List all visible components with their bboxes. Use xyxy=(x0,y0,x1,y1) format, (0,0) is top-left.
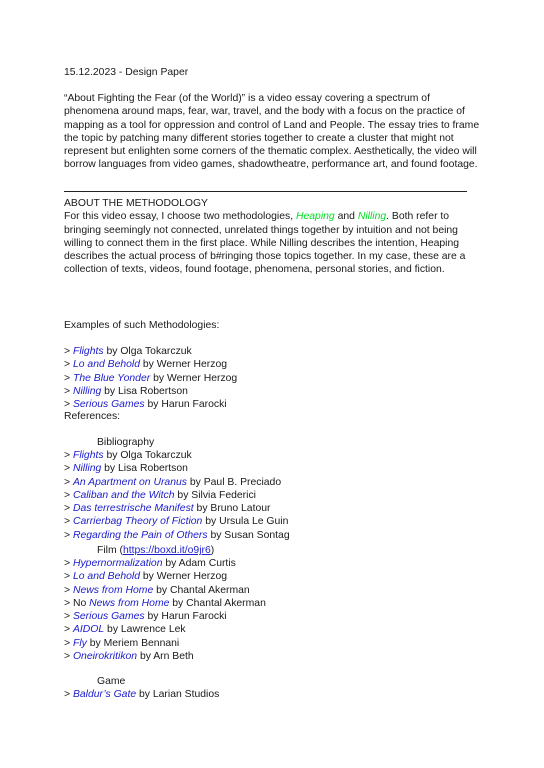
work-title-link[interactable]: Serious Games xyxy=(72,611,145,623)
work-title-link[interactable]: AIDOL xyxy=(72,624,105,636)
list-item xyxy=(64,637,484,650)
bibliography-heading: Bibliography xyxy=(97,437,155,448)
methodology-text-end: . Both refer to bringing seemingly not connected, unrelated things together by intuition and not being willing to connect them in the first place. While Nilling describes the intention, Heaping describes the actual process of b#ringing those topics together. In my case, these are a collection of texts, videos, found footage, phenomena, personal stories, and fiction. xyxy=(64,211,466,276)
methodology-section xyxy=(64,197,484,277)
examples-list xyxy=(64,345,484,411)
work-author: by Susan Sontag xyxy=(207,529,290,541)
list-item xyxy=(64,345,484,358)
work-title-link[interactable]: Lo and Behold xyxy=(72,359,140,371)
list-item-prefix: > No xyxy=(64,597,90,609)
list-item-prefix: > xyxy=(64,624,73,636)
horizontal-divider xyxy=(64,191,467,192)
list-item xyxy=(64,584,484,597)
work-author: by Silvia Federici xyxy=(174,489,256,501)
list-item-prefix: > xyxy=(64,359,73,371)
work-title-link[interactable]: Flights xyxy=(72,450,104,461)
work-author: by Olga Tokarczuk xyxy=(103,346,192,357)
work-author: by Ursula Le Guin xyxy=(202,516,289,528)
list-item xyxy=(64,570,484,583)
list-item-prefix: > xyxy=(64,346,73,357)
film-heading-label: Film ( xyxy=(97,545,123,556)
work-title-link[interactable]: Serious Games xyxy=(72,399,145,411)
work-title-link[interactable]: News from Home xyxy=(89,597,170,609)
methodology-paragraph xyxy=(64,210,484,276)
work-author: by Paul B. Preciado xyxy=(186,476,282,488)
work-author: by Chantal Akerman xyxy=(153,584,250,596)
list-item-prefix: > xyxy=(64,372,73,384)
list-item xyxy=(64,385,484,398)
list-item xyxy=(64,610,484,623)
work-author: by Lawrence Lek xyxy=(104,624,186,636)
game-list xyxy=(64,688,484,701)
film-heading xyxy=(64,544,517,557)
list-item-prefix: > xyxy=(64,450,73,461)
intro-paragraph: “About Fighting the Fear (of the World)” is a video essay covering a spectrum of phenomena around maps, fear, war, travel, and the body with a focus on the practice of mapping as a tool for oppression and control of Land and People. The essay tries to frame the topic by patching many different stories together to create a cluster that might not represent but enlighten some corners of the thematic complex. Aesthetically, the video will borrow languages from video games, shadowtheatre, performance art, and found footage. xyxy=(64,93,480,171)
list-item-prefix: > xyxy=(64,503,73,515)
list-item-prefix: > xyxy=(64,489,73,501)
work-author: by Harun Farocki xyxy=(144,399,227,411)
list-item xyxy=(64,358,484,371)
list-item-prefix: > xyxy=(64,558,73,569)
film-list-link[interactable]: https://boxd.it/o9jr6 xyxy=(122,545,211,556)
list-item-prefix: > xyxy=(64,399,73,411)
list-item xyxy=(64,462,484,475)
list-item xyxy=(64,515,484,528)
list-item xyxy=(64,529,484,542)
methodology-text-start: For this video essay, I choose two methodologies, xyxy=(64,211,296,223)
list-item xyxy=(64,650,484,663)
list-item xyxy=(64,688,484,701)
methodology-heading: ABOUT THE METHODOLOGY xyxy=(64,198,208,209)
work-author: by Larian Studios xyxy=(136,689,220,700)
film-heading-close: ) xyxy=(210,545,215,556)
work-title-link[interactable]: Baldur’s Gate xyxy=(72,689,137,700)
list-item xyxy=(64,623,484,636)
list-item-prefix: > xyxy=(64,571,73,583)
work-title-link[interactable]: Lo and Behold xyxy=(72,571,140,583)
list-item-prefix: > xyxy=(64,476,73,488)
heaping-term: Heaping xyxy=(295,211,335,223)
list-item xyxy=(64,372,484,385)
work-title-link[interactable]: Fly xyxy=(72,637,87,649)
work-author: by Bruno Latour xyxy=(193,503,271,515)
work-title-link[interactable]: Regarding the Pain of Others xyxy=(72,529,208,541)
work-author: by Olga Tokarczuk xyxy=(103,450,192,461)
list-item xyxy=(64,597,484,610)
work-title-link[interactable]: The Blue Yonder xyxy=(72,372,151,384)
bibliography-list xyxy=(64,449,484,542)
list-item-prefix: > xyxy=(64,611,73,623)
list-item xyxy=(64,476,484,489)
work-title-link[interactable]: An Apartment on Uranus xyxy=(72,476,187,488)
examples-label: Examples of such Methodologies: xyxy=(64,320,220,331)
list-item-prefix: > xyxy=(64,516,73,528)
work-title-link[interactable]: Nilling xyxy=(72,385,102,397)
list-item xyxy=(64,489,484,502)
work-author: by Adam Curtis xyxy=(162,558,236,569)
work-author: by Arn Beth xyxy=(137,651,194,663)
references-label: References: xyxy=(64,411,121,422)
work-author: by Meriem Bennani xyxy=(86,637,180,649)
list-item xyxy=(64,557,484,570)
work-author: by Lisa Robertson xyxy=(101,463,188,475)
work-title-link[interactable]: Hypernormalization xyxy=(72,558,163,569)
list-item xyxy=(64,502,484,515)
list-item-prefix: > xyxy=(64,689,73,700)
list-item-prefix: > xyxy=(64,385,73,397)
film-list xyxy=(64,557,484,663)
list-item-prefix: > xyxy=(64,584,73,596)
list-item-prefix: > xyxy=(64,651,73,663)
work-author: by Chantal Akerman xyxy=(169,597,266,609)
list-item-prefix: > xyxy=(64,529,73,541)
work-author: by Werner Herzog xyxy=(140,359,228,371)
nilling-term: Nilling xyxy=(357,211,387,223)
work-title-link[interactable]: Carrierbag Theory of Fiction xyxy=(72,516,203,528)
work-title-link[interactable]: Nilling xyxy=(72,463,102,475)
list-item xyxy=(64,449,484,462)
work-author: by Werner Herzog xyxy=(140,571,228,583)
game-heading: Game xyxy=(97,676,126,687)
work-author: by Lisa Robertson xyxy=(101,385,188,397)
methodology-and: and xyxy=(334,211,358,223)
work-title-link[interactable]: Das terrestrische Manifest xyxy=(72,503,194,515)
work-author: by Harun Farocki xyxy=(144,611,227,623)
work-title-link[interactable]: Oneirokritikon xyxy=(72,651,138,663)
work-title-link[interactable]: Caliban and the Witch xyxy=(72,489,175,501)
work-title-link[interactable]: Flights xyxy=(72,346,104,357)
work-title-link[interactable]: News from Home xyxy=(72,584,154,596)
list-item-prefix: > xyxy=(64,637,73,649)
list-item-prefix: > xyxy=(64,463,73,475)
date-line: 15.12.2023 - Design Paper xyxy=(64,67,189,78)
work-author: by Werner Herzog xyxy=(150,372,238,384)
